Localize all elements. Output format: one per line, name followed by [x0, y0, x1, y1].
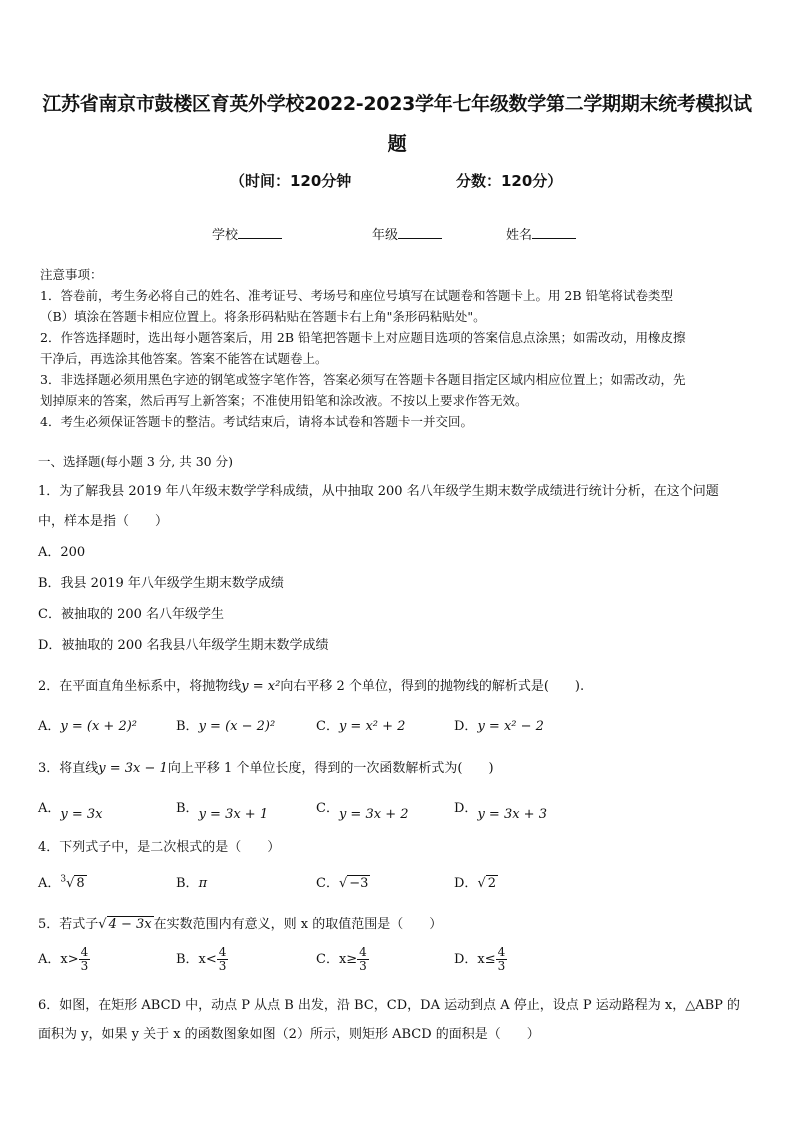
q6-stem-line2: 面积为 y，如果 y 关于 x 的函数图象如图（2）所示，则矩形 ABCD 的面积是（ ） — [38, 1027, 540, 1042]
q5-stem: 5．若式子√ 4 − 3x 在实数范围内有意义，则 x 的取值范围是（ ） — [38, 917, 443, 932]
q4-stem: 4．下列式子中，是二次根式的是（ ） — [38, 840, 281, 855]
note-line: 3．非选择题必须用黑色字迹的钢笔或签字笔作答，答案必须写在答题卡各题目指定区域内相应位置上；如需改动，先 — [40, 372, 686, 387]
q5-option-b: B．x< $\frac{4}{3}$ — [176, 945, 227, 973]
q5-option-c: C．x≥ $\frac{4}{3}$ — [316, 945, 367, 973]
q2-option-c: C．y = x² + 2 — [316, 719, 406, 734]
title-line-1: 江苏省南京市鼓楼区育英外学校2022-2023学年七年级数学第二学期期末统考模拟试 — [42, 93, 752, 115]
notes-block — [40, 264, 760, 432]
name-blank[interactable] — [532, 226, 576, 239]
q1-option-a: A．200 — [38, 545, 86, 560]
q3-stem: 3．将直线y = 3x − 1向上平移 1 个单位长度，得到的一次函数解析式为( ) — [38, 761, 494, 776]
q1-stem-line2: 中，样本是指（ ） — [38, 514, 169, 529]
grade-field[interactable]: 年级 — [372, 224, 442, 243]
q4-option-d: D．√ 2 — [454, 876, 497, 891]
note-line: （B）填涂在答题卡相应位置上。将条形码粘贴在答题卡右上角"条形码粘贴处"。 — [40, 309, 486, 324]
q5-option-a: A．x> $\frac{4}{3}$ — [38, 945, 89, 973]
q3-option-d: D．y = 3x + 3 — [454, 801, 547, 822]
q4-option-c: C．√ −3 — [316, 876, 369, 891]
note-line: 4．考生必须保证答题卡的整洁。考试结束后，请将本试卷和答题卡一并交回。 — [40, 414, 473, 429]
section-heading: 一、选择题(每小题 3 分, 共 30 分) — [38, 454, 233, 469]
school-field[interactable]: 学校 — [212, 224, 282, 243]
q4-option-a: A．$^3$√ 8 — [38, 874, 85, 891]
q2-option-b: B．y = (x − 2)² — [176, 719, 276, 734]
school-blank[interactable] — [238, 226, 282, 239]
name-field[interactable]: 姓名 — [506, 224, 576, 243]
q3-option-b: B．y = 3x + 1 — [176, 801, 269, 822]
q1-option-c: C．被抽取的 200 名八年级学生 — [38, 607, 225, 622]
q2-stem: 2．在平面直角坐标系中，将抛物线y = x²向右平移 2 个单位，得到的抛物线的解析式是( ). — [38, 679, 585, 694]
notes-title: 注意事项： — [40, 267, 103, 282]
q2-option-a: A．y = (x + 2)² — [38, 719, 138, 734]
note-line: 2．作答选择题时，选出每小题答案后，用 2B 铅笔把答题卡上对应题目选项的答案信息点涂黑；如需改动，用橡皮擦 — [40, 330, 686, 345]
q5-radicand: 4 − 3x — [108, 917, 152, 932]
q3-option-c: C．y = 3x + 2 — [316, 801, 409, 822]
q2-expr: y = x² — [241, 679, 281, 694]
q3-option-a: A．y = 3x — [38, 801, 103, 822]
title-line-2: 题 — [387, 133, 407, 155]
note-line: 划掉原来的答案，然后再写上新答案；不准使用铅笔和涂改液。不按以上要求作答无效。 — [40, 393, 528, 408]
q1-option-b: B．我县 2019 年八年级学生期末数学成绩 — [38, 576, 284, 591]
q4-option-b: B．π — [176, 876, 208, 891]
q1-stem-line1: 1．为了解我县 2019 年八年级末数学学科成绩，从中抽取 200 名八年级学生期末数学成绩进行统计分析，在这个问题 — [38, 484, 719, 499]
q3-expr: y = 3x − 1 — [98, 761, 168, 776]
q2-option-d: D．y = x² − 2 — [454, 719, 544, 734]
note-line: 1．答卷前，考生务必将自己的姓名、准考证号、考场号和座位号填写在试题卷和答题卡上。用 2B 铅笔将试卷类型 — [40, 288, 674, 303]
q5-option-d: D．x≤ $\frac{4}{3}$ — [454, 945, 506, 973]
grade-blank[interactable] — [398, 226, 442, 239]
total-score: 分数：120分） — [456, 172, 563, 190]
note-line: 干净后，再选涂其他答案。答案不能答在试题卷上。 — [40, 351, 328, 366]
exam-title — [30, 84, 764, 164]
q1-option-d: D．被抽取的 200 名我县八年级学生期末数学成绩 — [38, 638, 329, 653]
time-limit: （时间：120分钟 — [230, 172, 352, 190]
q6-stem-line1: 6．如图，在矩形 ABCD 中，动点 P 从点 B 出发，沿 BC，CD，DA 运动到点 A 停止，设点 P 运动路程为 x，△ABP 的 — [38, 998, 741, 1013]
